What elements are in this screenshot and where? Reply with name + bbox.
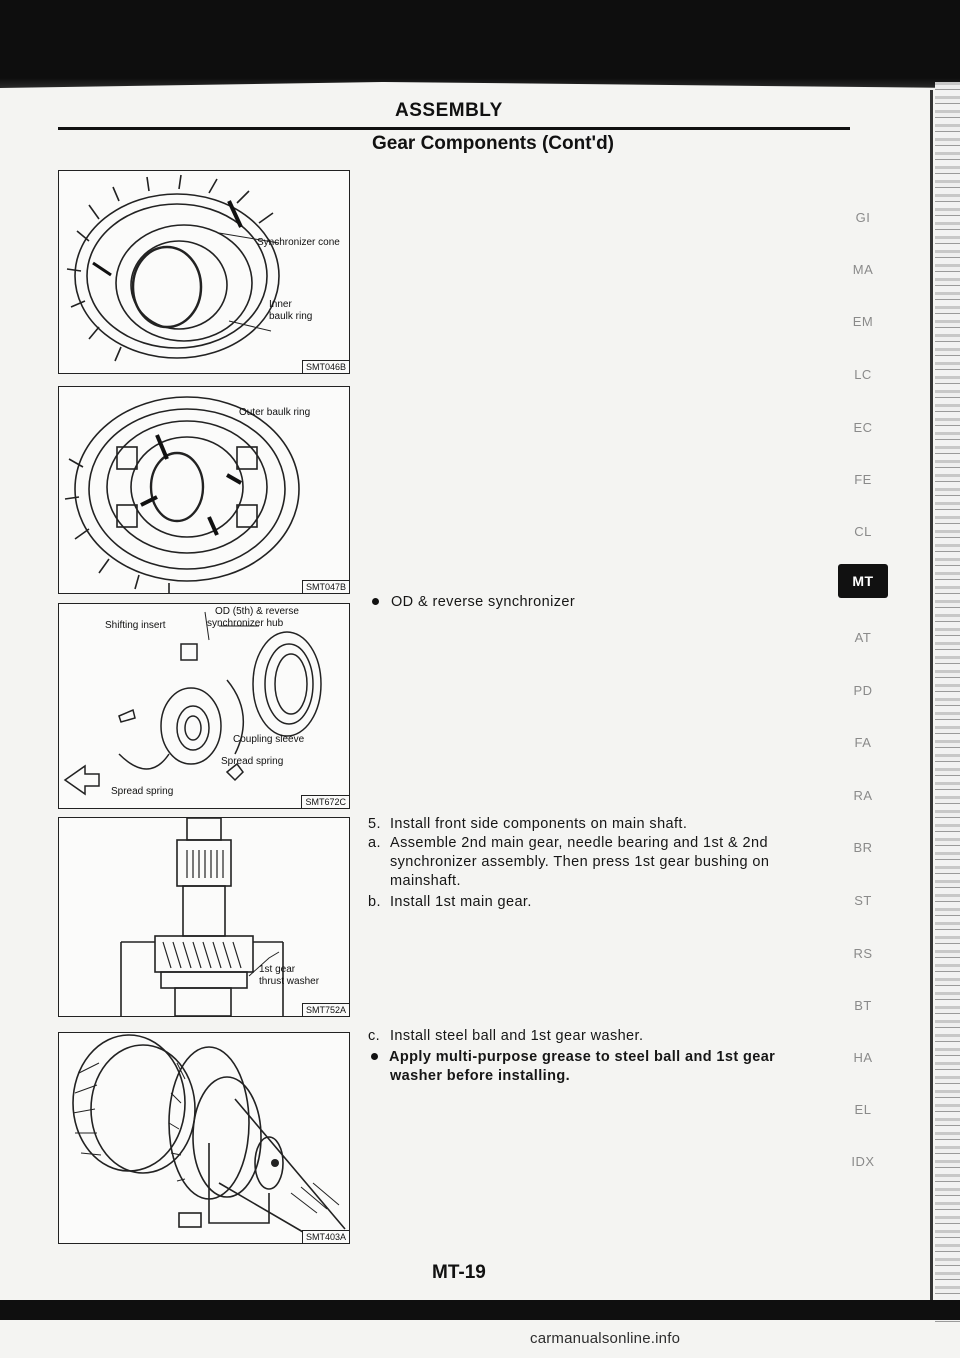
step-c: [368, 1027, 643, 1046]
figure-code: SMT752A: [302, 1003, 349, 1016]
step-5: [368, 815, 687, 834]
page-subtitle: Gear Components (Cont'd): [372, 133, 615, 154]
tab-st[interactable]: ST: [854, 893, 872, 908]
tab-pd[interactable]: PD: [853, 683, 873, 698]
figure-od-reverse-synchronizer: [58, 603, 350, 809]
header-rule: [58, 127, 850, 130]
label-thrust-washer: thrust washer: [259, 976, 320, 987]
step-b: [368, 893, 532, 912]
tab-lc[interactable]: LC: [854, 367, 872, 382]
tab-mt[interactable]: MT: [838, 564, 888, 598]
tab-ra[interactable]: RA: [853, 788, 873, 803]
label-spread-spring-2: Spread spring: [111, 786, 174, 797]
step-a-line2: synchronizer assembly. Then press 1st gear bushing on: [390, 854, 770, 870]
figure-steel-ball-washer: [58, 1032, 350, 1244]
tab-cl[interactable]: CL: [854, 524, 872, 539]
grease-text-line1: Apply multi-purpose grease to steel ball and 1st gear: [389, 1049, 776, 1065]
bullet-dot: [371, 1053, 378, 1060]
tab-ha[interactable]: HA: [853, 1050, 873, 1065]
label-od-reverse: OD (5th) & reverse: [215, 606, 299, 617]
label-synchronizer-hub: synchronizer hub: [207, 618, 284, 629]
step-marker: a.: [368, 835, 381, 851]
figure-code: SMT046B: [302, 360, 349, 373]
label-spread-spring-1: Spread spring: [221, 756, 284, 767]
tab-at[interactable]: AT: [854, 630, 872, 645]
step-text: Install steel ball and 1st gear washer.: [390, 1028, 644, 1044]
figure-synchronizer-cone: [58, 170, 350, 374]
od-synchronizer-bullet: [368, 593, 575, 612]
tab-el[interactable]: EL: [854, 1102, 872, 1117]
step-text: Install front side components on main shaft.: [390, 816, 688, 832]
figure-1st-gear-thrust-washer: [58, 817, 350, 1017]
page-number: MT-19: [432, 1262, 486, 1283]
right-edge-scan: [935, 82, 960, 1322]
tab-em[interactable]: EM: [852, 314, 874, 329]
tab-fa[interactable]: FA: [854, 735, 872, 750]
tab-gi[interactable]: GI: [855, 210, 871, 225]
step-marker: c.: [368, 1028, 381, 1044]
label-1st-gear: 1st gear: [259, 964, 296, 975]
grease-bullet: [368, 1048, 775, 1067]
top-black-band: [0, 0, 960, 82]
synchronizer-cone-drawing: [59, 171, 349, 373]
step-marker: b.: [368, 894, 381, 910]
label-synchronizer-cone: Synchronizer cone: [257, 237, 340, 248]
label-shifting-insert: Shifting insert: [105, 620, 166, 631]
step-a-line3: mainshaft.: [390, 873, 461, 889]
bottom-black-band: [0, 1300, 960, 1320]
tab-br[interactable]: BR: [853, 840, 873, 855]
figure-outer-baulk-ring: [58, 386, 350, 594]
label-outer-baulk-ring: Outer baulk ring: [239, 407, 311, 418]
bullet-dot: [372, 598, 379, 605]
tab-idx[interactable]: IDX: [851, 1154, 875, 1169]
label-baulk-ring: baulk ring: [269, 311, 313, 322]
tab-rs[interactable]: RS: [853, 946, 873, 961]
tab-ec[interactable]: EC: [853, 420, 873, 435]
section-title: ASSEMBLY: [395, 100, 503, 121]
od-synchronizer-exploded-drawing: [59, 604, 349, 808]
steel-ball-washer-drawing: [59, 1033, 349, 1243]
label-inner: Inner: [269, 299, 292, 310]
watermark: carmanualsonline.info: [530, 1330, 681, 1347]
figure-code: SMT672C: [301, 795, 349, 808]
step-a: [368, 834, 768, 853]
step-marker: 5.: [368, 816, 381, 832]
step-text: Install 1st main gear.: [390, 894, 532, 910]
step-text: Assemble 2nd main gear, needle bearing and 1st & 2nd: [390, 835, 768, 851]
tab-fe[interactable]: FE: [854, 472, 872, 487]
figure-code: SMT047B: [302, 580, 349, 593]
grease-text-line2: washer before installing.: [390, 1068, 571, 1084]
right-edge-line: [930, 90, 933, 1310]
od-synchronizer-text: OD & reverse synchronizer: [391, 594, 576, 610]
tab-bt[interactable]: BT: [854, 998, 872, 1013]
tab-ma[interactable]: MA: [852, 262, 874, 277]
figure-code: SMT403A: [302, 1230, 349, 1243]
label-coupling-sleeve: Coupling sleeve: [233, 734, 305, 745]
